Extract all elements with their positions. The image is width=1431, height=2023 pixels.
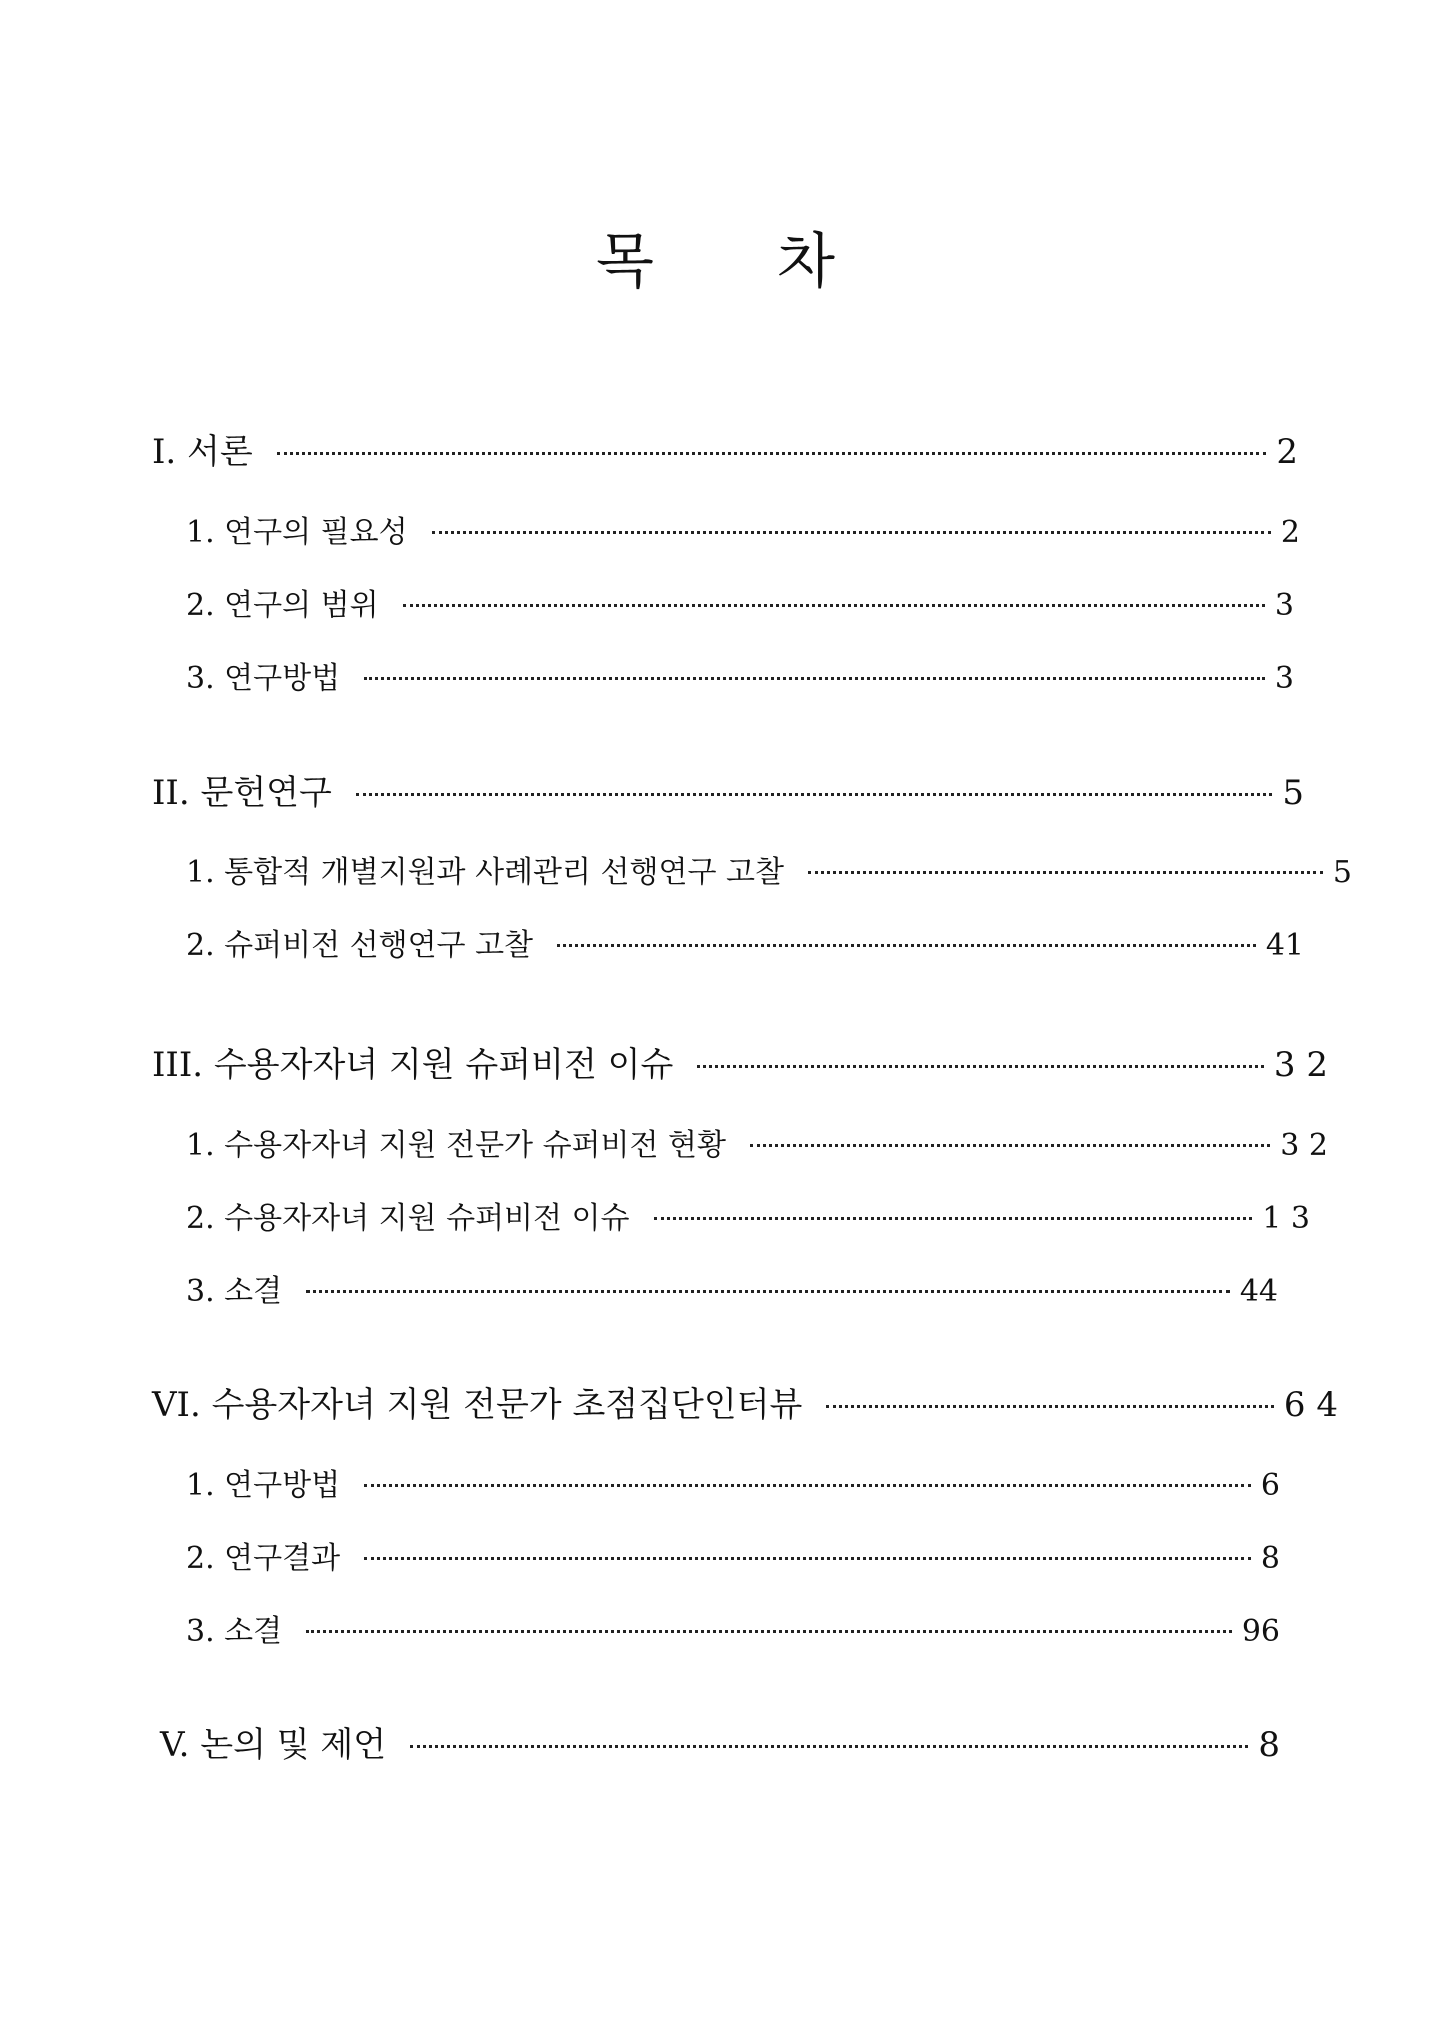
toc-entry-title: 3. 소결 xyxy=(186,1274,283,1309)
toc-entry-page: 3 xyxy=(1274,588,1294,623)
toc-entry[interactable] xyxy=(186,1612,1280,1652)
toc-entry[interactable] xyxy=(186,1126,1328,1166)
toc-entry[interactable] xyxy=(186,659,1294,699)
dot-leader xyxy=(750,1144,1270,1147)
toc-entry[interactable] xyxy=(186,513,1300,553)
dot-leader xyxy=(306,1630,1232,1633)
toc-entry-page: 3 2 xyxy=(1273,1045,1328,1085)
dot-leader xyxy=(826,1405,1274,1408)
toc-entry-title: 1. 연구방법 xyxy=(186,1468,341,1503)
toc-entry-page: 5 xyxy=(1282,773,1304,813)
toc-entry-title: 2. 슈퍼비전 선행연구 고찰 xyxy=(186,928,534,963)
dot-leader xyxy=(306,1290,1230,1293)
toc-entry-title: I. 서론 xyxy=(152,432,253,472)
toc-entry-title: 1. 연구의 필요성 xyxy=(186,515,408,550)
dot-leader xyxy=(808,871,1323,874)
toc-entry-title: V. 논의 및 제언 xyxy=(160,1725,387,1765)
dot-leader xyxy=(697,1065,1264,1068)
toc-entry-page: 44 xyxy=(1239,1274,1278,1309)
dot-leader xyxy=(364,677,1265,680)
dot-leader xyxy=(557,944,1256,947)
toc-entry[interactable] xyxy=(186,1272,1278,1312)
toc-entry[interactable] xyxy=(186,586,1294,626)
toc-entry-page: 6 xyxy=(1260,1468,1280,1503)
dot-leader xyxy=(364,1557,1251,1560)
toc-entry-page: 41 xyxy=(1265,928,1304,963)
dot-leader xyxy=(364,1484,1251,1487)
toc-entry[interactable] xyxy=(152,432,1298,472)
dot-leader xyxy=(410,1745,1248,1748)
toc-entry-title: VI. 수용자자녀 지원 전문가 초점집단인터뷰 xyxy=(152,1385,803,1425)
page-title: 목 차 xyxy=(596,227,887,297)
toc-entry[interactable] xyxy=(152,1385,1338,1425)
toc-entry-title: 1. 수용자자녀 지원 전문가 슈퍼비전 현황 xyxy=(186,1128,726,1163)
toc-entry[interactable] xyxy=(186,1539,1280,1579)
toc-entry-page: 3 2 xyxy=(1280,1128,1328,1163)
toc-entry-title: 2. 수용자자녀 지원 슈퍼비전 이슈 xyxy=(186,1201,630,1236)
toc-entry-title: 2. 연구의 범위 xyxy=(186,588,379,623)
toc-entry-page: 5 xyxy=(1332,855,1352,890)
toc-entry-title: 2. 연구결과 xyxy=(186,1541,341,1576)
toc-entry-page: 8 xyxy=(1258,1725,1280,1765)
toc-entry-title: 3. 소결 xyxy=(186,1614,283,1649)
toc-entry-page: 8 xyxy=(1260,1541,1280,1576)
toc-entry-title: III. 수용자자녀 지원 슈퍼비전 이슈 xyxy=(152,1045,674,1085)
dot-leader xyxy=(356,793,1273,796)
toc-entry-title: II. 문헌연구 xyxy=(152,773,332,813)
toc-entry-page: 2 xyxy=(1280,515,1300,550)
toc-entry[interactable] xyxy=(186,1199,1310,1239)
toc-entry-title: 1. 통합적 개별지원과 사례관리 선행연구 고찰 xyxy=(186,855,784,890)
toc-entry-page: 96 xyxy=(1241,1614,1280,1649)
dot-leader xyxy=(277,452,1267,455)
toc-entry-page: 2 xyxy=(1276,432,1298,472)
toc-entry-title: 3. 연구방법 xyxy=(186,661,341,696)
toc-entry-page: 1 3 xyxy=(1262,1201,1310,1236)
toc-entry[interactable] xyxy=(186,853,1352,893)
toc-entry[interactable] xyxy=(186,1466,1280,1506)
toc-entry[interactable] xyxy=(152,773,1304,813)
toc-entry[interactable] xyxy=(152,1045,1328,1085)
toc-entry[interactable] xyxy=(160,1725,1280,1765)
toc-entry-page: 3 xyxy=(1274,661,1294,696)
dot-leader xyxy=(654,1217,1253,1220)
dot-leader xyxy=(432,531,1271,534)
toc-entry[interactable] xyxy=(186,926,1304,966)
dot-leader xyxy=(403,604,1265,607)
toc-entry-page: 6 4 xyxy=(1283,1385,1338,1425)
